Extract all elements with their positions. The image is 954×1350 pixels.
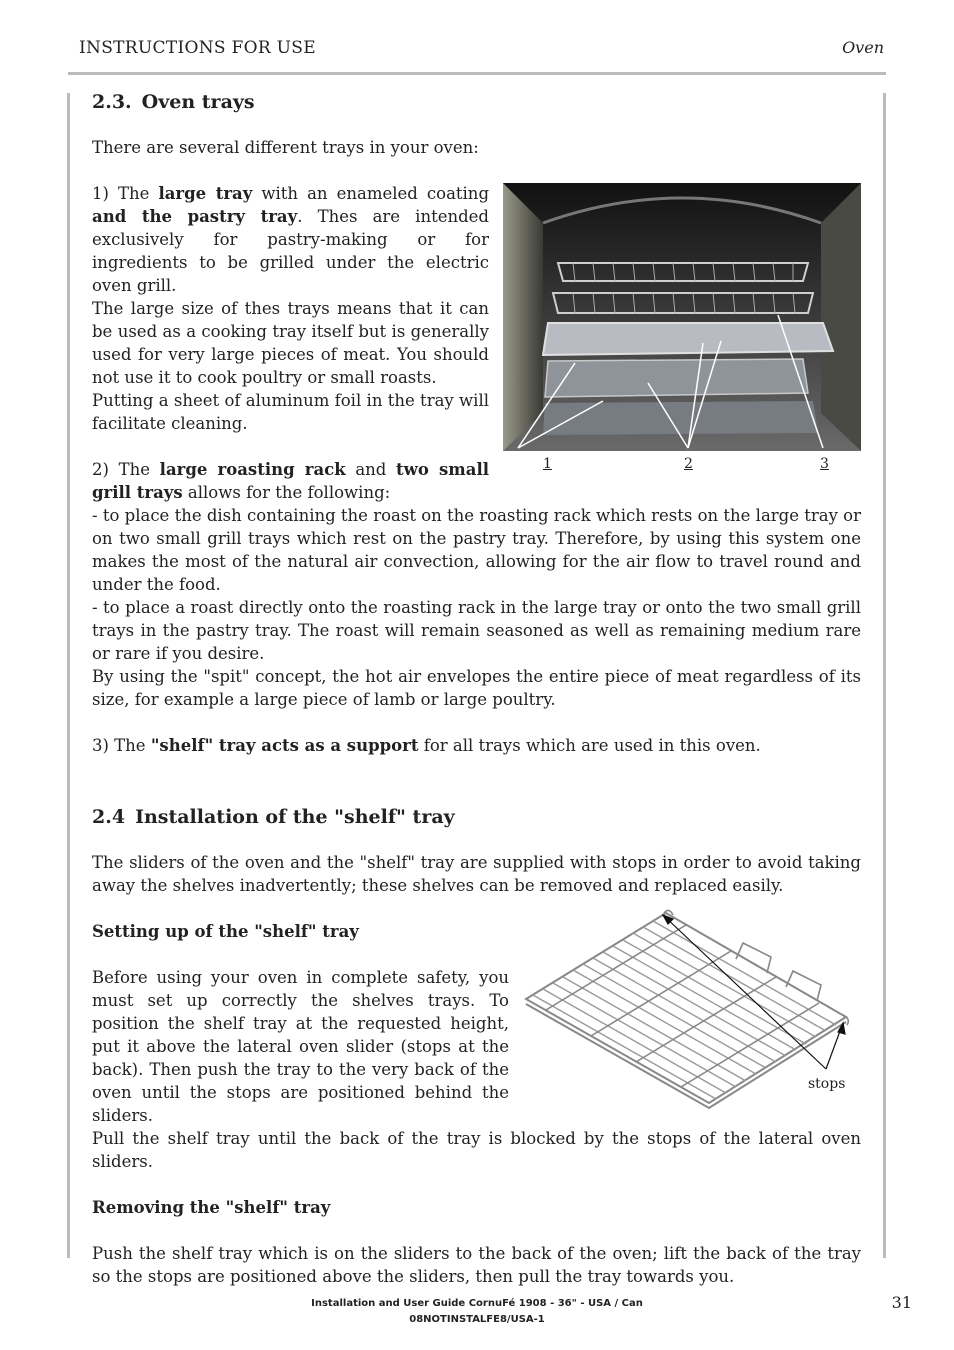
pull-shelf-paragraph: Pull the shelf tray until the back of the tray is blocked by the stops of the lateral oven sliders.	[92, 1129, 861, 1171]
oven-photo-illustration	[503, 183, 861, 451]
footer-document-code: 08NOTINSTALFE8/USA-1	[409, 1314, 545, 1325]
section-number: 2.4	[92, 806, 126, 828]
footer	[0, 1296, 954, 1328]
page-content	[92, 88, 861, 1288]
header-divider	[68, 72, 886, 75]
oven-interior-photo	[503, 183, 861, 451]
left-margin-rule	[67, 93, 70, 1258]
section-number: 2.3.	[92, 91, 132, 113]
header-title: INSTRUCTIONS FOR USE	[79, 38, 316, 58]
photo-label-1: 1	[543, 456, 552, 472]
photo-label-2: 2	[684, 456, 693, 472]
section-heading-oven-trays	[92, 88, 861, 116]
section-title: Installation of the "shelf" tray	[135, 806, 455, 828]
setting-up-subheading: Setting up of the "shelf" tray	[92, 922, 359, 941]
spit-concept-paragraph: By using the "spit" concept, the hot air envelopes the entire piece of meat regardless of its size, for example a large piece of lamb or large poultry.	[92, 667, 861, 709]
sliders-paragraph: The sliders of the oven and the "shelf" tray are supplied with stops in order to avoid taking away the shelves inadvertently; these shelves can be removed and replaced easily.	[92, 853, 861, 895]
stops-label: stops	[808, 1076, 846, 1092]
roast-directly-paragraph: - to place a roast directly onto the roasting rack in the large tray or onto the two small grill trays in the pastry tray. The roast will remain seasoned as well as remaining medium rare or rare if you desire.	[92, 598, 861, 663]
roast-on-rack-paragraph: - to place the dish containing the roast on the roasting rack which rests on the large tray or on two small grill trays which rest on the pastry tray. Therefore, by using this system one makes the most of the natural air convection, allowing for the air flow to travel round and under the food.	[92, 506, 861, 594]
setting-up-paragraph: Before using your oven in complete safety, you must set up correctly the shelves trays. To position the shelf tray at the requested height, put it above the lateral oven slider (stops at the back). Then push the tray to the very back of the oven until the stops are positioned behind the sliders.	[92, 968, 509, 1125]
intro-paragraph: There are several different trays in your oven:	[92, 138, 479, 157]
tray-size-paragraph: The large size of thes trays means that it can be used as a cooking tray itself but is generally used for very large pieces of meat. You should not use it to cook poultry or small roasts.	[92, 299, 489, 387]
photo-label-3: 3	[820, 456, 829, 472]
removing-subheading: Removing the "shelf" tray	[92, 1198, 331, 1217]
section-heading-installation	[92, 803, 861, 831]
roasting-rack-paragraph: 2) The large roasting rack and two small grill trays allows for the following:	[92, 460, 489, 502]
page-number: 31	[891, 1293, 912, 1312]
large-tray-paragraph: 1) The large tray with an enameled coating and the pastry tray. Thes are intended exclusively for pastry-making or for ingredients to be grilled under the electric oven grill.	[92, 184, 489, 295]
right-margin-rule	[883, 93, 886, 1258]
section-title: Oven trays	[141, 91, 255, 113]
shelf-tray-support-paragraph: 3) The "shelf" tray acts as a support for all trays which are used in this oven.	[92, 736, 761, 755]
header-section: Oven	[842, 38, 884, 57]
footer-guide-title: Installation and User Guide CornuFé 1908 - 36" - USA / Can	[311, 1298, 643, 1309]
oven-trays-figure	[503, 183, 861, 473]
removing-paragraph: Push the shelf tray which is on the sliders to the back of the oven; lift the back of the tray so the stops are positioned above the sliders, then pull the tray towards you.	[92, 1244, 861, 1286]
foil-paragraph: Putting a sheet of aluminum foil in the tray will facilitate cleaning.	[92, 391, 489, 433]
shelf-rack-figure	[521, 907, 861, 1122]
